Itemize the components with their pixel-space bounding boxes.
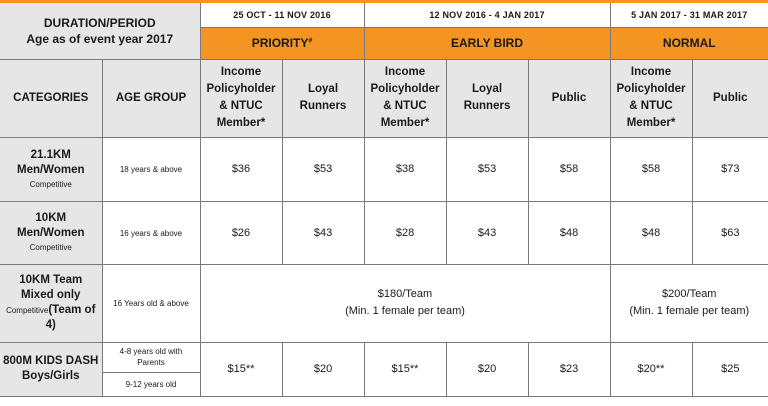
price-cell xyxy=(610,342,692,396)
price-cell xyxy=(692,342,768,396)
team-normal-price: $200/Team xyxy=(662,288,717,300)
categories-header xyxy=(0,59,102,137)
team-early-note: (Min. 1 female per team) xyxy=(345,305,465,317)
age-group-value: 16 years & above xyxy=(119,228,183,238)
price-cell xyxy=(282,137,364,201)
col-income-priority xyxy=(200,59,282,137)
team-early-price: $180/Team xyxy=(377,288,433,300)
team-sub-bold: (Team of xyxy=(48,304,96,316)
price-value: $15** xyxy=(227,363,255,375)
loyal-line-1: Loyal xyxy=(471,83,503,95)
band-early-bird-label: EARLY BIRD xyxy=(451,36,524,50)
team-sub-plain: Competitive xyxy=(6,306,49,315)
age-group-value: 18 years & above xyxy=(119,165,183,174)
team-name-line-4: 4) xyxy=(45,319,56,331)
price-value: $63 xyxy=(721,226,740,239)
income-line-2: Policyholder xyxy=(616,83,686,95)
category-name-line-1: 10KM xyxy=(35,212,67,224)
period-priority-label: 25 OCT - 11 NOV 2016 xyxy=(233,9,331,20)
income-line-4: Member* xyxy=(380,117,430,129)
price-cell xyxy=(282,201,364,264)
column-header-row xyxy=(0,59,768,137)
team-row xyxy=(0,264,768,342)
loyal-line-1: Loyal xyxy=(307,83,339,95)
price-value: $20 xyxy=(313,363,333,375)
loyal-line-2: Runners xyxy=(463,100,511,112)
col-loyal-priority xyxy=(282,59,364,137)
col-loyal-early xyxy=(446,59,528,137)
income-line-3: & NTUC xyxy=(629,100,673,112)
team-category-cell xyxy=(0,264,102,342)
price-value: $25 xyxy=(721,363,740,375)
price-value: $48 xyxy=(641,226,661,239)
team-early-price-cell xyxy=(200,264,610,342)
band-normal-label: NORMAL xyxy=(662,36,716,50)
price-cell xyxy=(528,342,610,396)
band-priority-mark: # xyxy=(308,37,313,45)
kids-category-cell xyxy=(0,342,102,396)
team-name-line-1: 10KM Team xyxy=(19,274,83,286)
table-row xyxy=(0,201,768,264)
age-group-cell xyxy=(102,137,200,201)
table-row xyxy=(0,137,768,201)
income-line-1: Income xyxy=(384,66,426,78)
price-value: $48 xyxy=(559,226,579,239)
category-cell xyxy=(0,201,102,264)
income-line-3: & NTUC xyxy=(383,100,427,112)
band-normal xyxy=(610,27,768,59)
kids-name-line-1: 800M KIDS DASH xyxy=(3,355,99,367)
category-name-line-1: 21.1KM xyxy=(30,148,71,161)
price-value: $73 xyxy=(721,163,740,175)
age-group-label: AGE GROUP xyxy=(115,91,187,104)
team-normal-price-cell xyxy=(610,264,768,342)
price-cell xyxy=(200,342,282,396)
age-group-cell xyxy=(102,201,200,264)
income-line-4: Member* xyxy=(626,117,676,129)
period-priority xyxy=(200,3,364,27)
kids-age-a-line-1: 4-8 years old with xyxy=(119,347,183,356)
category-sub: Competitive xyxy=(29,243,72,252)
age-group-cell xyxy=(102,372,200,396)
price-cell xyxy=(364,201,446,264)
band-priority-label: PRIORITY xyxy=(251,36,309,50)
duration-header-cell xyxy=(0,3,200,59)
income-line-4: Member* xyxy=(216,117,266,129)
public-label: Public xyxy=(713,91,748,104)
price-cell xyxy=(364,137,446,201)
income-line-2: Policyholder xyxy=(370,83,440,95)
duration-title: DURATION/PERIOD xyxy=(43,15,156,30)
price-cell xyxy=(528,201,610,264)
age-title: Age as of event year 2017 xyxy=(26,31,174,46)
team-name-line-2: Mixed only xyxy=(21,289,81,301)
price-cell xyxy=(692,137,768,201)
price-cell xyxy=(528,137,610,201)
price-cell xyxy=(200,137,282,201)
price-value: $15** xyxy=(391,363,419,375)
price-cell xyxy=(282,342,364,396)
price-cell xyxy=(446,201,528,264)
income-line-2: Policyholder xyxy=(206,83,276,95)
price-value: $53 xyxy=(313,163,333,175)
age-group-cell xyxy=(102,342,200,372)
income-line-1: Income xyxy=(220,66,262,78)
price-value: $28 xyxy=(395,226,415,239)
price-cell xyxy=(610,201,692,264)
band-priority xyxy=(200,27,364,59)
col-public-normal xyxy=(692,59,768,137)
price-value: $53 xyxy=(477,163,497,175)
category-name-line-2: Men/Women xyxy=(16,163,85,176)
category-sub: Competitive xyxy=(29,179,72,189)
price-value: $23 xyxy=(559,363,579,375)
price-cell xyxy=(446,342,528,396)
price-value: $43 xyxy=(477,226,497,239)
public-label: Public xyxy=(551,91,587,104)
col-income-normal xyxy=(610,59,692,137)
col-public-early xyxy=(528,59,610,137)
age-group-value: 16 Years old & above xyxy=(113,299,189,308)
kids-age-a-line-2: Parents xyxy=(137,358,165,367)
price-cell xyxy=(610,137,692,201)
period-normal xyxy=(610,3,768,27)
price-value: $58 xyxy=(641,163,661,175)
income-line-3: & NTUC xyxy=(219,100,263,112)
price-value: $20** xyxy=(637,363,665,375)
price-value: $38 xyxy=(395,163,415,175)
price-cell xyxy=(200,201,282,264)
income-line-1: Income xyxy=(630,66,672,78)
category-cell xyxy=(0,137,102,201)
categories-label: CATEGORIES xyxy=(13,91,89,104)
period-early-bird xyxy=(364,3,610,27)
kids-row xyxy=(0,342,768,372)
price-value: $26 xyxy=(231,226,251,239)
price-value: $36 xyxy=(231,163,251,175)
col-income-early xyxy=(364,59,446,137)
kids-name-line-2: Boys/Girls xyxy=(21,370,80,382)
period-early-bird-label: 12 NOV 2016 - 4 JAN 2017 xyxy=(429,9,545,20)
period-normal-label: 5 JAN 2017 - 31 MAR 2017 xyxy=(631,9,748,20)
registration-fees-table xyxy=(0,3,768,397)
team-normal-note: (Min. 1 female per team) xyxy=(629,305,750,317)
period-row xyxy=(0,3,768,27)
kids-age-b: 9-12 years old xyxy=(125,380,177,389)
price-cell xyxy=(446,137,528,201)
price-value: $43 xyxy=(313,226,333,239)
price-value: $20 xyxy=(477,363,497,375)
band-early-bird xyxy=(364,27,610,59)
age-group-cell xyxy=(102,264,200,342)
price-cell xyxy=(364,342,446,396)
price-value: $58 xyxy=(559,163,579,175)
category-name-line-2: Men/Women xyxy=(16,227,85,239)
price-cell xyxy=(692,201,768,264)
loyal-line-2: Runners xyxy=(299,100,347,112)
age-group-header xyxy=(102,59,200,137)
